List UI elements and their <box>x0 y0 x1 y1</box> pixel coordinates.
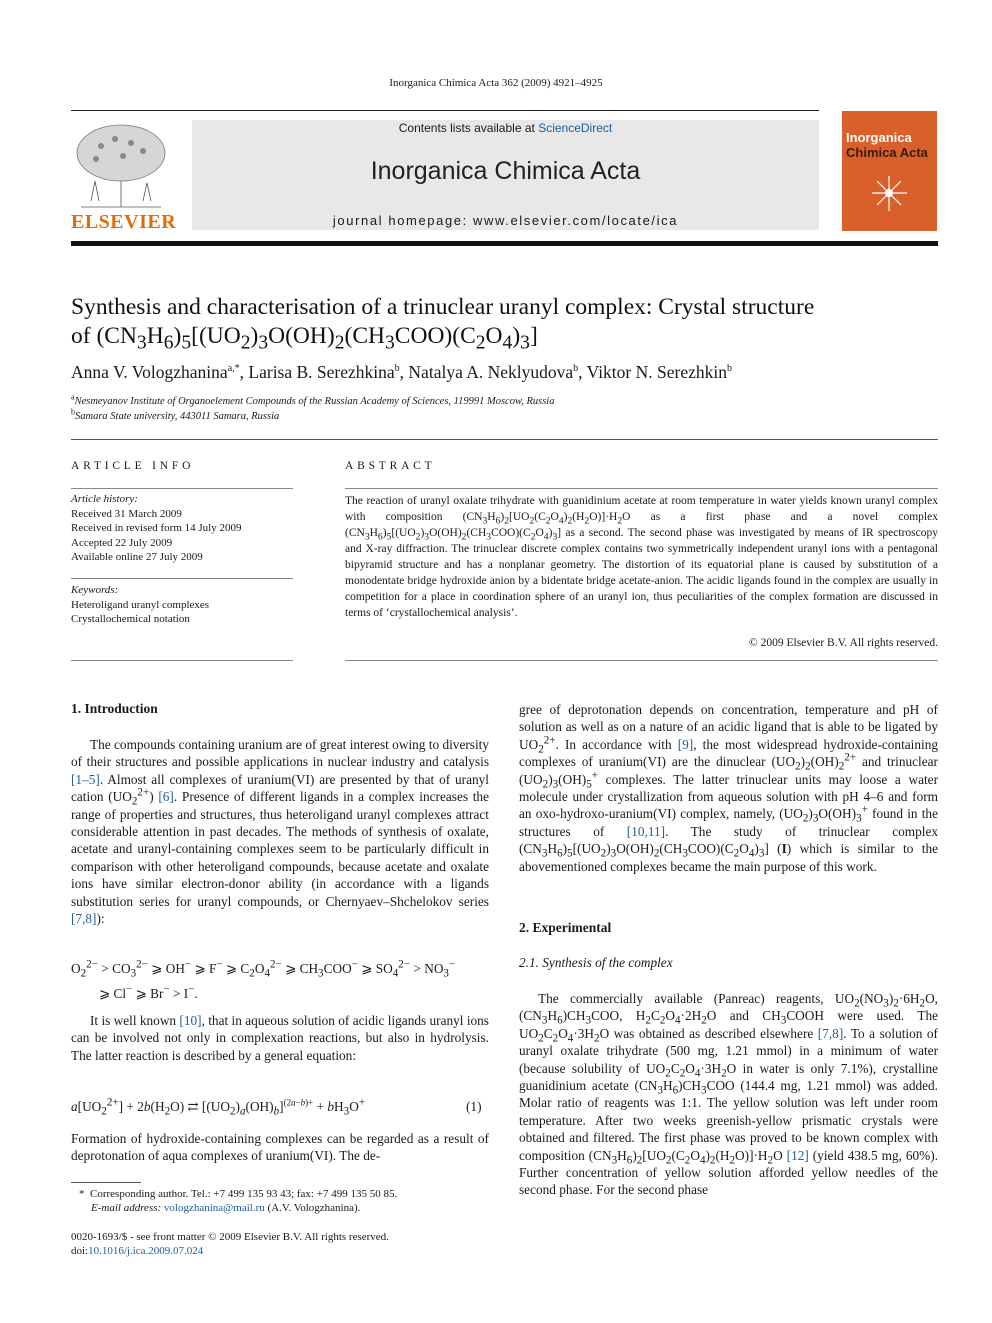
article-info-heading: ARTICLE INFO <box>71 460 195 472</box>
intro-continued: gree of deprotonation depends on concentration, temperature and pH of solution as well as on a nature of an acidic ligand that is able to be ligated by $UO_2^{2+}$. In accordance with [9], the most widespread hydroxide-containing complexes of uranium(VI) are the dinuclear $(UO_2)_2(OH)_2^{2+}$ and trinuclear $(UO_2)_3(OH)_5^+$ complexes. The latter trinuclear units may loose a water molecule under crystallization from aqueous solution with pH 4–6 and form an oxo-hydroxo-uranium(VI) complex, namely, $(UO_2)_3O(OH)_3^+$ found in the structures of [10,11]. The study of trinuclear complex $(CN_3H_6)_5[(UO_2)_3O(OH)_2(CH_3COO)(C_2O_4)_3]$ (I) which is similar to the abovementioned complexes became the main purpose of this work. <box>519 702 939 874</box>
author-sup: b <box>394 363 400 375</box>
doi-link[interactable]: 10.1016/j.ica.2009.07.024 <box>88 1245 204 1257</box>
keyword: Heteroligand uranyl complexes <box>71 598 210 611</box>
journal-citation: Inorganica Chimica Acta 362 (2009) 4921–4925 <box>389 77 603 89</box>
history-label: Article history: <box>71 493 138 505</box>
email-label: E-mail address: <box>91 1202 162 1214</box>
author-sup: a,* <box>227 363 240 375</box>
synthesis-heading: 2.1. Synthesis of the complex <box>519 955 673 970</box>
keyword: Crystallochemical notation <box>71 613 190 625</box>
corresponding-footnote <box>71 1187 489 1215</box>
article-history <box>71 492 293 565</box>
history-item: Received 31 March 2009 <box>71 507 182 520</box>
article-info-rule <box>71 488 293 489</box>
sciencedirect-link[interactable]: ScienceDirect <box>538 121 613 135</box>
contents-prefix: Contents lists available at <box>398 121 535 135</box>
keywords <box>71 583 293 627</box>
issn-line: 0020-1693/$ - see front matter © 2009 Elsevier B.V. All rights reserved. <box>71 1231 389 1243</box>
affiliation-text: Nesmeyanov Institute of Organoelement Compounds of the Russian Academy of Sciences, 119991 Moscow, Russia <box>74 396 555 407</box>
elsevier-wordmark: ELSEVIER <box>71 211 177 233</box>
header-thick-rule <box>71 241 938 246</box>
copyright: © 2009 Elsevier B.V. All rights reserved. <box>749 637 938 649</box>
abstract-rule <box>345 488 938 489</box>
keywords-rule <box>71 578 293 579</box>
history-item: Accepted 22 July 2009 <box>71 536 173 549</box>
cover-molecule-icon <box>867 171 912 216</box>
author-name[interactable]: Larisa B. Serezhkina <box>248 362 395 382</box>
corresponding-text: Corresponding author. Tel.: +7 499 135 93 43; fax: +7 499 135 50 85. <box>90 1188 398 1200</box>
affiliation <box>71 392 555 407</box>
abstract-bottom-rule <box>345 660 938 661</box>
author-list: Anna V. Vologzhanina$^{a,*}$, Larisa B. Serezhkina$^b$, Natalya A. Neklyudova$^b$, Viktor N. Serezhkin$^b$ <box>71 362 732 382</box>
affiliation-sup: a <box>71 392 75 402</box>
equation-1: $a[UO_2^{2+}] + 2b(H_2O)$ ⇄ $[(UO_2)_a(OH)_b]^{(2a-b)+} + bH_3O^+$ <box>71 1096 366 1118</box>
hydrolysis-paragraph: It is well known [10], that in aqueous solution of acidic ligands uranyl ions can be involved not only in complexation reactions, but also in hydrolysis. The latter reaction is described by a general equation: <box>71 1013 489 1063</box>
footnote-star: * <box>79 1188 85 1200</box>
email-suffix: (A.V. Vologzhanina). <box>267 1202 361 1214</box>
history-item: Received in revised form 14 July 2009 <box>71 522 242 534</box>
keywords-label: Keywords: <box>71 584 119 596</box>
affiliation <box>71 407 280 422</box>
author-sup: b <box>727 363 732 375</box>
experimental-heading: 2. Experimental <box>519 920 612 935</box>
abstract-heading: ABSTRACT <box>345 460 436 472</box>
affiliation-rule <box>71 439 938 440</box>
elsevier-tree-logo <box>71 121 171 209</box>
affiliation-text: Samara State university, 443011 Samara, Russia <box>75 411 280 422</box>
author-name[interactable]: Natalya A. Neklyudova <box>408 362 574 382</box>
article-info-bottom-rule <box>71 660 293 661</box>
abstract-text: The reaction of uranyl oxalate trihydrate with guanidinium acetate at room temperature in water yields known uranyl complex with composition $(CN_3H_6)_2[UO_2(C_2O_4)_2(H_2O)]\cdot H_2O$ as a first phase and a novel complex $(CN_3H_6)_5[(UO_2)_3O(OH)_2(CH_3COO)(C_2O_4)_3]$ as a second. The second phase was investigated by means of IR spectroscopy and X-ray diffraction. The trinuclear discrete complex contains two symmetrically independent uranyl ions with a pentagonal bipyramid structure and has a nonplanar geometry. The distortion of its equatorial plane is caused by substitution of a monodentate bridge hydroxide anion by a bidentate bridge acetate-anion. The acidic ligands found in the complex are usually in competition for a place in coordination sphere of an uranyl ion, thus peculiarities of the complex formation are discussed in terms of ‘crystallochemical analysis’. <box>345 495 938 619</box>
cover-title-line2: Chimica Acta <box>846 145 928 160</box>
journal-homepage[interactable]: journal homepage: www.elsevier.com/locate/ica <box>332 213 679 228</box>
contents-line <box>192 121 819 135</box>
equation-number: (1) <box>466 1099 482 1114</box>
journal-cover-image <box>842 111 937 231</box>
formation-paragraph: Formation of hydroxide-containing complexes can be regarded as a result of deprotonation of aqua complexes of uranium(VI). The de- <box>71 1131 489 1164</box>
header-top-rule <box>71 110 819 111</box>
article-title <box>71 293 941 354</box>
article-title-line1: Synthesis and characterisation of a trinuclear uranyl complex: Crystal structure <box>71 294 815 320</box>
article-title-line2: of $(CN_3H_6)_5[(UO_2)_3O(OH)_2(CH_3COO)(C_2O_4)_3]$ <box>71 323 538 354</box>
ligand-series: $O_2^{2-} > CO_3^{2-}$ ⩾ OH− ⩾ F− ⩾ $C_2O_4^{2-}$ ⩾ $CH_3COO^-$ ⩾ $SO_4^{2-} > NO_3^-$ ⩾ Cl− ⩾ Br− > I−. <box>71 958 456 1002</box>
introduction-body: The compounds containing uranium are of great interest owing to diversity of their structures and possible applications in nuclear industry and catalysis [1–5]. Almost all complexes of uranium(VI) are presented by that of uranyl cation $(UO_2^{2+})$ [6]. Presence of different ligands in a complex increases the range of properties and structures, thus heteroligand uranyl complexes attract considerable attention in past decades. The methods of synthesis of oxalate, acetate and uranyl-containing complexes seem to be particularly difficult in comparison with other heteroligand compounds, because acetate and oxalate ions have similar electron-donor ability (in accordance with a ligands substitution series for uranyl compounds, or Chernyaev–Shchelokov series [7,8]): <box>71 737 489 927</box>
author-name[interactable]: Viktor N. Serezhkin <box>586 362 727 382</box>
history-item: Available online 27 July 2009 <box>71 551 203 563</box>
footnote-rule <box>71 1182 141 1183</box>
front-matter <box>71 1230 489 1258</box>
journal-title: Inorganica Chimica Acta <box>370 157 641 185</box>
doi-label: doi: <box>71 1245 89 1257</box>
affiliation-sup: b <box>71 407 75 417</box>
author-name[interactable]: Anna V. Vologzhanina <box>71 362 228 382</box>
cover-title-line1: Inorganica <box>846 130 912 145</box>
email-link[interactable]: vologzhanina@mail.ru <box>163 1202 265 1214</box>
synthesis-body: The commercially available (Panreac) reagents, $UO_2(NO_3)_2\cdot 6H_2O$, $(CN_3H_6)CH_3COO$, $H_2C_2O_4\cdot 2H_2O$ and $CH_3COOH$ were used. The $UO_2C_2O_4\cdot 3H_2O$ was obtained as described elsewhere [7,8]. To a solution of uranyl oxalate trihydrate (500 mg, 1.21 mmol) in a minimum of water (because solubility of $UO_2C_2O_4\cdot 3H_2O$ in water is only 7.1%), crystalline guanidinium acetate $(CN_3H_6)CH_3COO$ (144.4 mg, 1.21 mmol) was added. Molar ratio of reagents was 1:1. The yellow solution was left under room temperature. After two weeks greenish-yellow prismatic crystals were obtained and filtered. The first phase was proved to be known complex with composition $(CN_3H_6)_2[UO_2(C_2O_4)_2(H_2O)]\cdot H_2O$ [12] (yield 438.5 mg, 60%). Further concentration of yellow solution afforded yellow needles of the second phase. For the second phase <box>519 991 939 1198</box>
author-sup: b <box>573 363 579 375</box>
introduction-heading: 1. Introduction <box>71 701 158 716</box>
